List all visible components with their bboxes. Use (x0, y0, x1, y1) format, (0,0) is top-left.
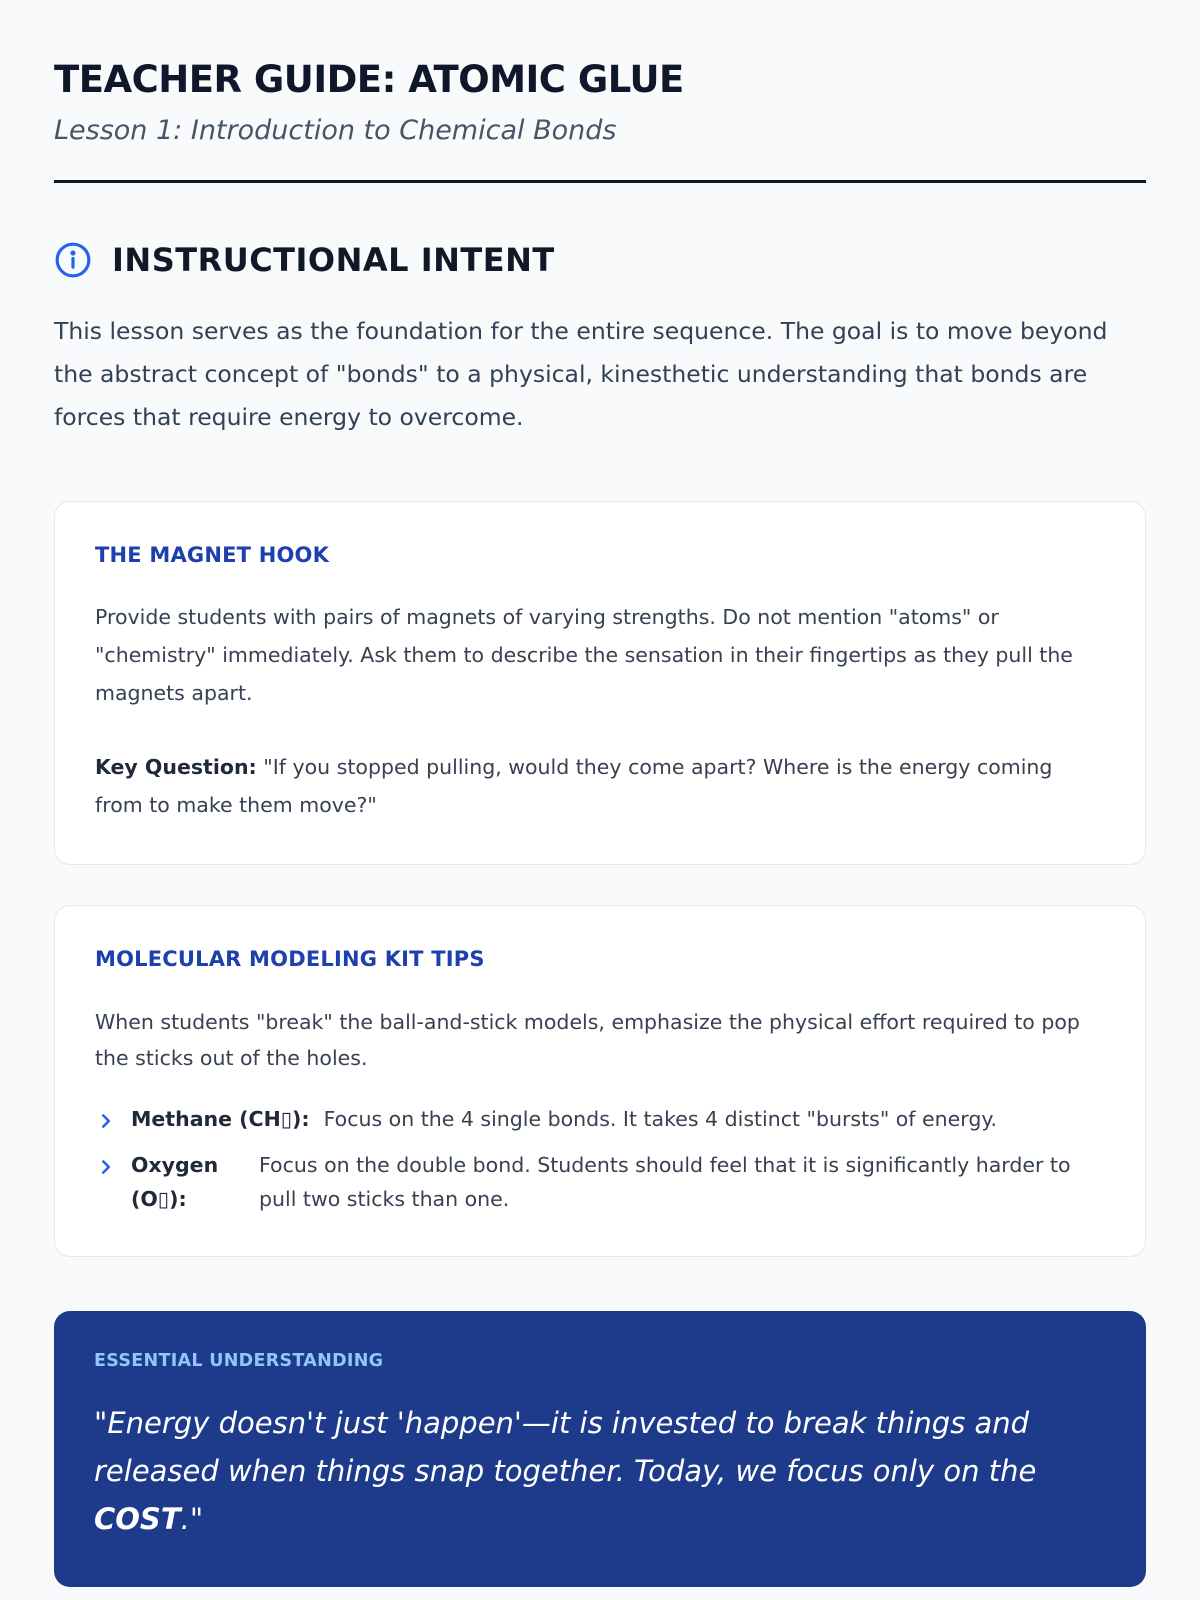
quote-text: "Energy doesn't just 'happen'—it is invested to break things and released when things snap together. Today, we focus only on the (94, 1406, 1037, 1488)
chevron-right-icon (99, 1157, 113, 1177)
modeling-kit-tips-card (54, 905, 1146, 1257)
card-paragraph: When students "break" the ball-and-stick models, emphasize the physical effort required to pop the sticks out of the holes. (95, 1010, 1080, 1070)
page-subtitle: Lesson 1: Introduction to Chemical Bonds (54, 115, 617, 146)
page-title: TEACHER GUIDE: ATOMIC GLUE (54, 58, 684, 101)
tip-description: Focus on the 4 single bonds. It takes 4 distinct "bursts" of energy. (323, 1107, 998, 1131)
tip-description: Focus on the double bond. Students should feel that it is significantly harder to pull two sticks than one. (259, 1153, 1071, 1211)
tip-name: Methane (CH▯): (131, 1107, 310, 1131)
section-title: INSTRUCTIONAL INTENT (112, 241, 555, 279)
card-title: THE MAGNET HOOK (95, 543, 330, 567)
key-question-text: "If you stopped pulling, would they come apart? Where is the energy coming from to make them move?" (95, 755, 1053, 817)
list-item (95, 1102, 1105, 1136)
essential-quote (94, 1399, 1106, 1543)
key-question-label: Key Question: (95, 755, 257, 779)
tip-name: Oxygen (O▯): (131, 1153, 219, 1211)
instructional-intent-header (54, 241, 1146, 279)
key-question (95, 748, 1105, 824)
chevron-right-icon (99, 1111, 113, 1131)
card-paragraph: Provide students with pairs of magnets of varying strengths. Do not mention "atoms" or "chemistry" immediately. Ask them to describe the sensation in their fingertips as they pull the magnets apart. (95, 605, 1073, 705)
list-item (95, 1148, 1105, 1216)
info-icon (54, 241, 92, 279)
banner-label: ESSENTIAL UNDERSTANDING (94, 1351, 384, 1371)
tip-list (95, 1102, 1105, 1216)
quote-emphasis: COST (94, 1502, 181, 1536)
title-divider (54, 180, 1146, 183)
essential-understanding-banner (54, 1311, 1146, 1587)
intent-paragraph: This lesson serves as the foundation for the entire sequence. The goal is to move beyond the abstract concept of "bonds" to a physical, kinesthetic understanding that bonds are forces that require energy to overcome. (54, 317, 1108, 431)
magnet-hook-card (54, 501, 1146, 865)
card-title: MOLECULAR MODELING KIT TIPS (95, 947, 485, 971)
quote-end: ." (180, 1502, 204, 1536)
